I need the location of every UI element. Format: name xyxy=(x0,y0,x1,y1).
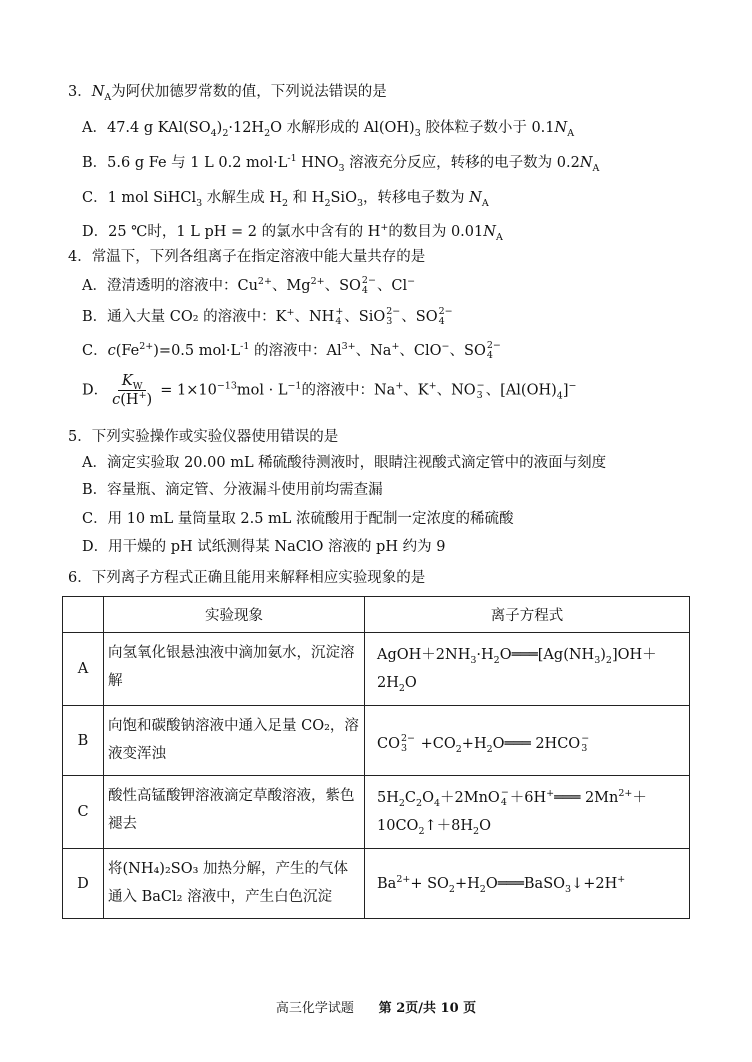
row-label: C xyxy=(63,776,104,849)
row-label: B xyxy=(63,706,104,776)
table-header-phenomenon: 实验现象 xyxy=(104,597,365,633)
row-label: D xyxy=(63,849,104,919)
row-equation: $5H_2C_2O_4+2MnO$ − 4 ＋6H+═══ $2Mn^{2+}+10CO_2↑+8H_2O$ xyxy=(365,776,690,849)
footer-subject: 高三化学试题 xyxy=(275,1001,354,1016)
row-phenomenon: 向氢氧化银悬浊液中滴加氨水，沉淀溶解 xyxy=(104,633,365,706)
question-3-option-d: D．25 ℃时，1 L pH = 2 的氯水中含有的 H+的数目为 $0.01N_A$ xyxy=(82,222,503,243)
row-phenomenon: 将(NH₄)₂SO₃ 加热分解，产生的气体通入 BaCl₂ 溶液中，产生白色沉淀 xyxy=(104,849,365,919)
question-6-stem: 6．下列离子方程式正确且能用来解释相应实验现象的是 xyxy=(68,570,426,586)
row-equation: $Ba^{2+}+$ $SO_2+H_2O═══BaSO_3↓+2H^+$ xyxy=(365,849,690,919)
question-4-option-d: D． $\frac{K_W}{c(H^+)}$ = $1\times 10^{-13}mol \cdot L^{-1}$的溶液中：Na+、K+、NO − 3 、$[Al(OH)_4]^-$ xyxy=(82,373,577,408)
question-3-stem: 3．$N_A$为阿伏加德罗常数的值，下列说法错误的是 xyxy=(68,84,387,103)
row-label: A xyxy=(63,633,104,706)
question-3-option-b: B．5.6 g Fe 与 1 L 0.2 $mol\cdot L^{-1}$ $HNO_3$ 溶液充分反应，转移的电子数为 $0.2N_A$ xyxy=(82,153,600,174)
question-5-option-b: B．容量瓶、滴定管、分液漏斗使用前均需查漏 xyxy=(82,482,383,498)
table-row xyxy=(63,706,690,776)
row-phenomenon: 向饱和碳酸钠溶液中通入足量 CO₂，溶液变浑浊 xyxy=(104,706,365,776)
question-4-stem: 4．常温下，下列各组离子在指定溶液中能大量共存的是 xyxy=(68,249,426,265)
question-6-table xyxy=(62,596,690,919)
question-4-option-a: A．澄清透明的溶液中：$Cu^{2+}$、$Mg^{2+}$、SO 2− 4 、Cl− xyxy=(82,275,416,296)
row-equation: $AgOH+2NH_3\cdot H_2O═══[Ag(NH_3)_2]OH+2H_2O$ xyxy=(365,633,690,706)
question-3-option-c: C．1 mol SiHCl$_3$ 水解生成 $H_2$ 和 $H_2SiO_3$，转移电子数为 $N_A$ xyxy=(82,190,489,209)
question-3-option-a: A．47.4 g $KAl(SO_4)_2\cdot 12H_2O$ 水解形成的 $Al(OH)_3$ 胶体粒子数小于 $0.1N_A$ xyxy=(82,120,575,139)
question-5-stem: 5．下列实验操作或实验仪器使用错误的是 xyxy=(68,429,339,445)
question-4-option-c: C．$c(Fe^{2+})=0.5$ $mol\cdot L^{-1}$ 的溶液中：$Al^{3+}$、Na+、ClO−、SO 2− 4 xyxy=(82,340,501,361)
table-row xyxy=(63,633,690,706)
question-5-option-d: D．用干燥的 pH 试纸测得某 NaClO 溶液的 pH 约为 9 xyxy=(82,539,446,555)
question-5-option-a: A．滴定实验取 20.00 mL 稀硫酸待测液时，眼睛注视酸式滴定管中的液面与刻度 xyxy=(82,455,607,471)
row-phenomenon: 酸性高锰酸钾溶液滴定草酸溶液，紫色褪去 xyxy=(104,776,365,849)
question-5-option-c: C．用 10 mL 量筒量取 2.5 mL 浓硫酸用于配制一定浓度的稀硫酸 xyxy=(82,511,514,527)
table-header-row xyxy=(63,597,690,633)
footer-page-number: 第 2页/共 10 页 xyxy=(378,1001,477,1016)
table-row xyxy=(63,849,690,919)
table-header-equation: 离子方程式 xyxy=(365,597,690,633)
table-row xyxy=(63,776,690,849)
question-4-option-b: B．通入大量 CO₂ 的溶液中：K+、NH + 4 、SiO 2− 3 、SO 2− 4 xyxy=(82,306,453,327)
kw-fraction: $\frac{K_W}{c(H^+)}$ xyxy=(112,373,153,408)
row-equation: CO 2− 3 $+CO_2+H_2O═══$ 2HCO − 3 xyxy=(365,706,690,776)
table-header-label xyxy=(63,597,104,633)
page-footer xyxy=(0,997,752,1016)
